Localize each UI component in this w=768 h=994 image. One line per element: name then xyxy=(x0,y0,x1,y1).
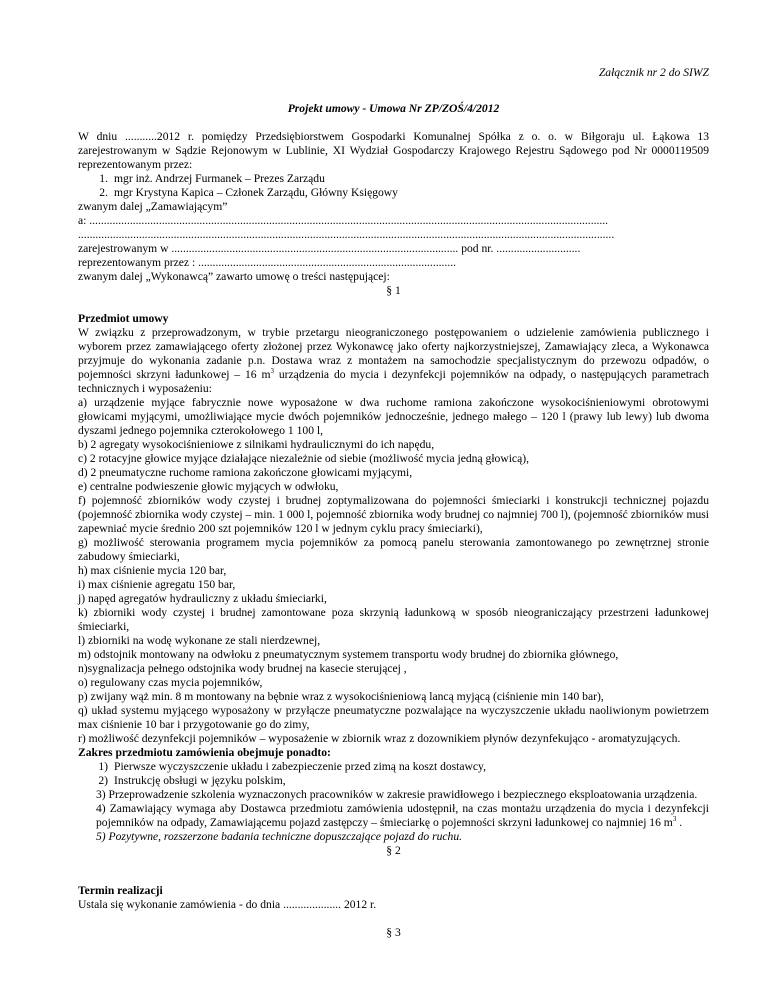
list-item: f) pojemność zbiorników wody czystej i brudnej zoptymalizowana do pojemności śmieciarki i konstrukcji technicznej pojazdu (pojemność zbiornika wody czystej – min. 1 000 l, pojemność zbiornika wody brudnej co najmniej 700 l), (pojemność zbiorników musi zapewniać mycie średnio 200 szt pojemników 120 l w jednym cyklu pracy śmieciarki), xyxy=(78,494,709,535)
scope-item-4: 4) Zamawiający wymaga aby Dostawca przedmiotu zamówienia udostępnił, na czas montażu urządzenia do mycia i dezynfekcji pojemników na odpady, Zamawiającemu pojazd zastępczy – śmieciarkę o pojemności skrzyni ładunkowej co najmniej 16 $m^3$ . xyxy=(96,802,709,829)
called-contractor: zwanym dalej „Wykonawcą” zawarto umowę o treści następującej: xyxy=(78,270,390,283)
list-item: a) urządzenie myjące fabrycznie nowe wyposażone w dwa ruchome ramiona zakończone wysokociśnieniowymi obrotowymi głowicami myjącymi, umożliwiające mycie dwóch pojemników jednocześnie, jednego małego – 120 l (prawy lub lewy) lub dwoma dyszami jednego pojemnika czterokołowego 1 100 l, xyxy=(78,396,709,437)
list-item: b) 2 agregaty wysokociśnieniowe z silnikami hydraulicznymi do ich napędu, xyxy=(78,438,435,451)
list-item: l) zbiorniki na wodę wykonane ze stali nierdzewnej, xyxy=(78,634,321,647)
section-2-mark: § 2 xyxy=(386,844,401,857)
scope-item-3: 3) Przeprowadzenie szkolenia wyznaczonych pracowników w zakresie prawidłowego i bezpiecznego eksploatowania urządzenia. xyxy=(96,788,698,801)
page-title: Projekt umowy - Umowa Nr ZP/ZOŚ/4/2012 xyxy=(287,102,500,115)
list-item: e) centralne podwieszenie głowic myjących w odwłoku, xyxy=(78,480,339,493)
scope-item-5: 5) Pozytywne, rozszerzone badania techniczne dopuszczające pojazd do ruchu. xyxy=(96,830,463,843)
represented-line: reprezentowanym przez : ......................................................................................... xyxy=(78,256,457,269)
scope-item-1: 1) Pierwsze wyczyszczenie układu i zabezpieczenie przed zimą na koszt dostawcy, xyxy=(98,760,487,773)
called-orderer: zwanym dalej „Zamawiającym” xyxy=(78,200,228,213)
subject-heading: Przedmiot umowy xyxy=(78,312,169,325)
scope-item-2: 2) Instrukcję obsługi w języku polskim, xyxy=(98,774,286,787)
list-item: j) napęd agregatów hydrauliczny z układu śmieciarki, xyxy=(78,592,327,605)
list-item: o) regulowany czas mycia pojemników, xyxy=(78,676,263,689)
section-1-mark: § 1 xyxy=(386,284,401,297)
list-item: q) układ systemu myjącego wyposażony w przyłącze pneumatyczne pozwalające na wyczyszczenie układu naoliwionym powietrzem max ciśnienie 10 bar i przygotowanie go do zimy, xyxy=(78,704,709,731)
annex-label: Załącznik nr 2 do SIWZ xyxy=(598,66,709,79)
term-heading: Termin realizacji xyxy=(78,884,163,897)
section-3-mark: § 3 xyxy=(386,926,401,939)
list-item: i) max ciśnienie agregatu 150 bar, xyxy=(78,578,236,591)
representative-1: 1. mgr inż. Andrzej Furmanek – Prezes Zarządu xyxy=(99,172,325,185)
intro-paragraph: W dniu ...........2012 r. pomiędzy Przedsiębiorstwem Gospodarki Komunalnej Spółka z o. o. w Biłgoraju ul. Łąkowa 13 zarejestrowanym w Sądzie Rejonowym w Lublinie, XI Wydział Gospodarczy Krajowego Rejestru Sądowego pod Nr 0000119509 reprezentowanym przez: xyxy=(78,130,709,171)
list-item: g) możliwość sterowania programem mycia pojemników za pomocą panelu sterowania zamontowanego po zewnętrznej stronie zabudowy śmieciarki, xyxy=(78,536,709,563)
term-text: Ustala się wykonanie zamówienia - do dnia .................... 2012 r. xyxy=(78,898,377,911)
list-item: r) możliwość dezynfekcji pojemników – wyposażenie w zbiornik wraz z dozownikiem płynów dezynfekująco - aromatyzujących. xyxy=(78,732,681,745)
registered-line: zarejestrowanym w ................................................................................................... pod nr. ............................. xyxy=(78,242,581,255)
list-item: n)sygnalizacja pełnego odstojnika wody brudnej na kasecie sterującej , xyxy=(78,662,407,675)
list-item: h) max ciśnienie mycia 120 bar, xyxy=(78,564,227,577)
document-body xyxy=(78,130,709,940)
list-item: c) 2 rotacyjne głowice myjące działające niezależnie od siebie (możliwość mycia jedną głowicą), xyxy=(78,452,529,465)
contractor-address-line: ......................................................................................................................................................................................... xyxy=(78,228,615,241)
list-item: k) zbiorniki wody czystej i brudnej zamontowane poza skrzynią ładunkową w sposób nieograniczający przestrzeni ładunkowej śmieciarki, xyxy=(78,606,709,633)
list-item: p) zwijany wąż min. 8 m montowany na bębnie wraz z wysokociśnieniową lancą myjącą (ciśnienie min 140 bar), xyxy=(78,690,604,703)
list-item: d) 2 pneumatyczne ruchome ramiona zakończone głowicami myjącymi, xyxy=(78,466,413,479)
representative-2: 2. mgr Krystyna Kapica – Członek Zarządu, Główny Księgowy xyxy=(99,186,398,199)
contractor-name-line: a: ................................................................................................................................................................................... xyxy=(78,214,609,227)
subject-paragraph: W związku z przeprowadzonym, w trybie przetargu nieograniczonego postępowaniem o udzielenie zamówienia publicznego i wyborem przez zamawiającego oferty złożonej przez Wykonawcę jako oferty najkorzystniejszej, Zamawiający zleca, a Wykonawca przyjmuje do wykonania zadanie p.n. Dostawa wraz z montażem na samochodzie specjalistycznym do przewozu odpadów, o pojemności skrzyni ładunkowej – 16 $m^3$ urządzenia do mycia i dezynfekcji pojemników na odpady, o następujących parametrach technicznych i wyposażeniu: xyxy=(78,326,710,395)
scope-heading: Zakres przedmiotu zamówienia obejmuje ponadto: xyxy=(78,746,331,759)
list-item: m) odstojnik montowany na odwłoku z pneumatycznym systemem transportu wody brudnej do zbiornika głównego, xyxy=(78,648,619,661)
